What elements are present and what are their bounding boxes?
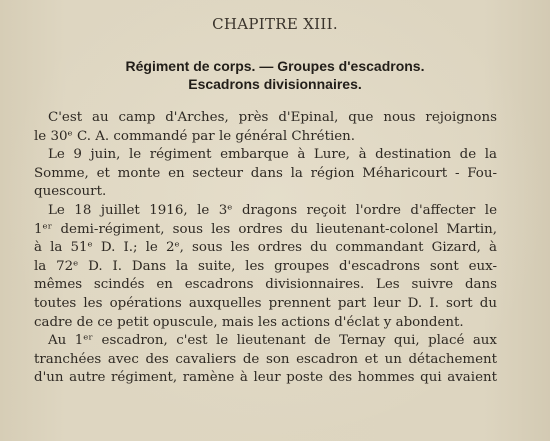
text-line: cadre de ce petit opuscule, mais les actions d'éclat y abondent. [34,314,464,330]
text-line: C'est au camp d'Arches, près d'Epinal, que nous rejoignons [48,110,497,125]
text-line: quescourt. [34,184,107,200]
text-line: à la 51ᵉ D. I.; le 2ᵉ, sous les ordres du commandant Gizard, à [34,240,497,256]
text-line: Le 9 juin, le régiment embarque à Lure, à destination de la [48,147,497,163]
text-line: Le 18 juillet 1916, le 3ᵉ dragons reçoit l'ordre d'affecter le [48,202,497,218]
text-line: tranchées avec des cavaliers de son escadron et un détachement [34,351,497,367]
text-line: Somme, et monte en secteur dans la région Méharicourt - Fou- [34,165,497,181]
text-line: Au 1ᵉʳ escadron, c'est le lieutenant de Ternay qui, placé aux [48,333,497,349]
section-title [0,57,550,93]
body-text [34,109,497,388]
section-title-line: Régiment de corps. — Groupes d'escadrons. [125,58,425,74]
text-line: toutes les opérations auxquelles prennent part leur D. I. sort du [34,295,497,311]
text-line: 1ᵉʳ demi-régiment, sous les ordres du lieutenant-colonel Martin, [34,221,497,237]
text-line: mêmes scindés en escadrons divisionnaires. Les suivre dans [34,277,497,293]
section-title-line: Escadrons divisionnaires. [188,76,362,92]
text-line: la 72ᵉ D. I. Dans la suite, les groupes d'escadrons sont eux- [34,258,497,274]
text-line: d'un autre régiment, ramène à leur poste des hommes qui avaient [34,370,497,386]
text-line: le 30ᵉ C. A. commandé par le général Chrétien. [34,128,356,144]
chapter-heading: CHAPITRE XIII. [212,15,338,33]
